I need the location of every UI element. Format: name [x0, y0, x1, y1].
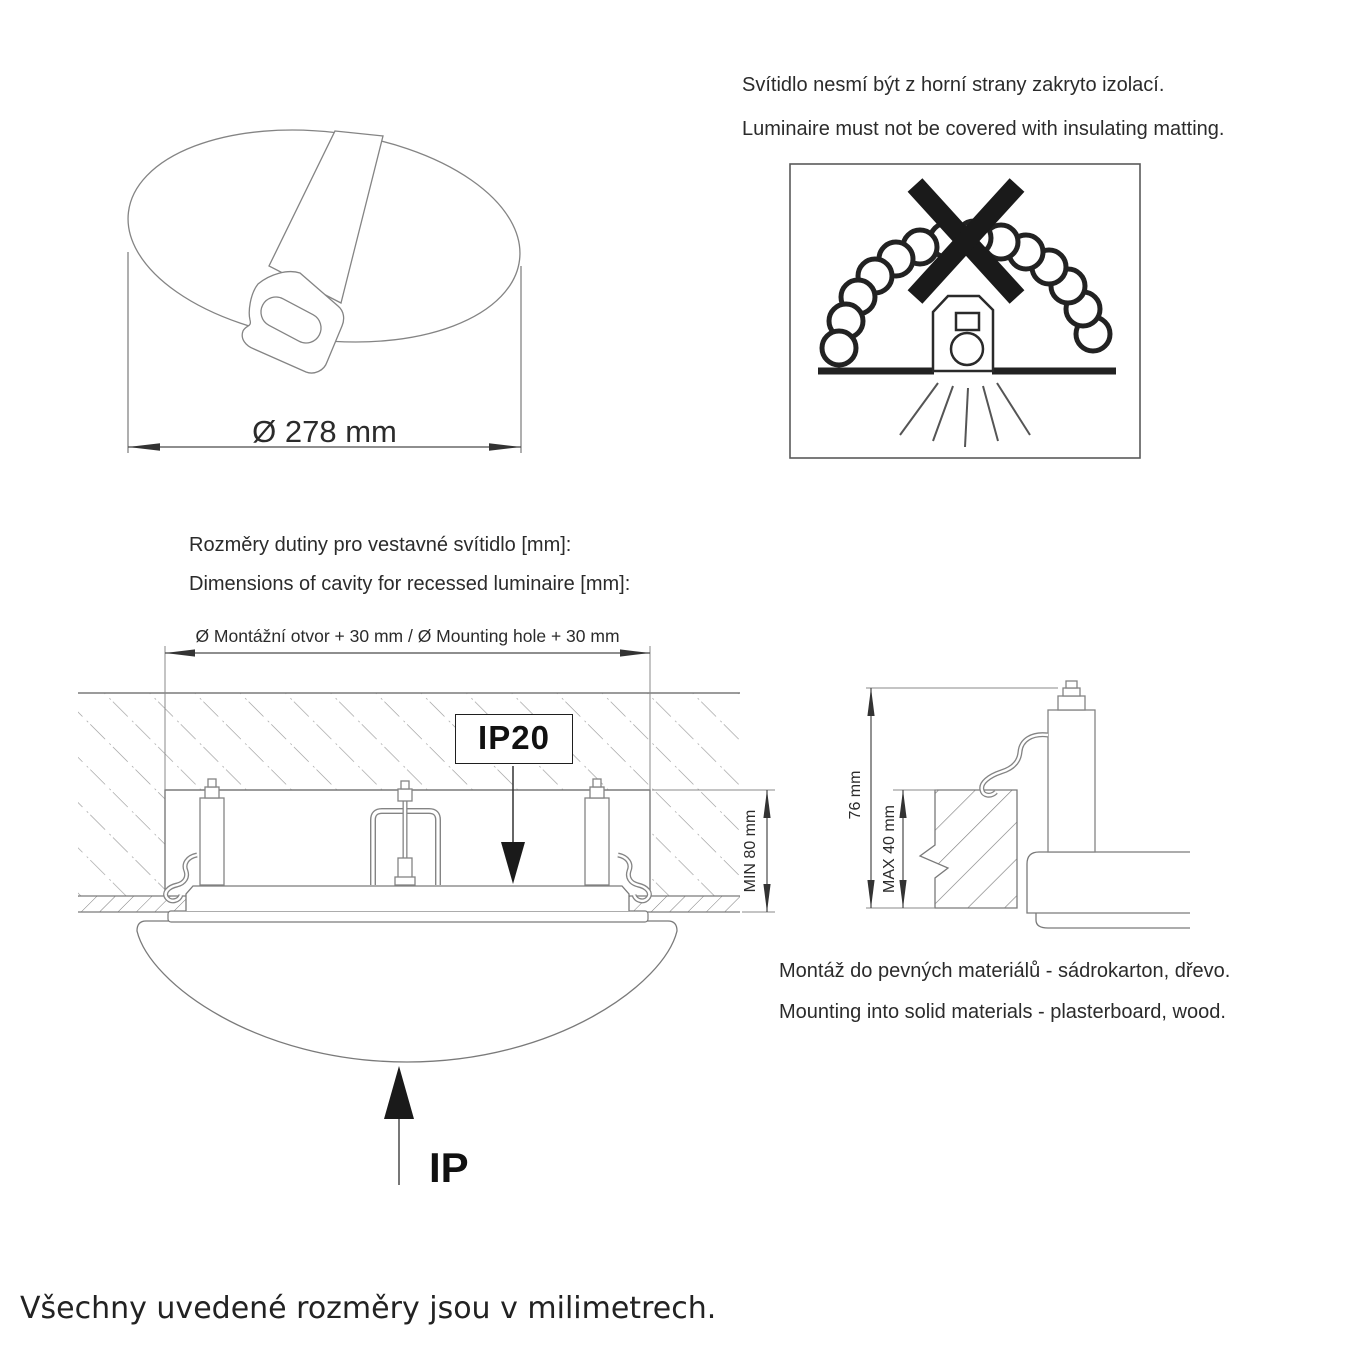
insulation-warning-icon — [790, 164, 1140, 458]
mounting-hole-dimension — [165, 649, 650, 656]
ip-arrow-label: IP — [429, 1144, 469, 1191]
luminaire-tray — [186, 886, 629, 911]
ip-rating-badge: IP20 — [455, 714, 573, 764]
footer-note: Všechny uvedené rozměry jsou v milimetrech. — [20, 1291, 717, 1326]
lamp-holder-icon — [956, 313, 979, 330]
cavity-heading-en: Dimensions of cavity for recessed luminaire [mm]: — [189, 573, 631, 595]
spring-clip-detail — [982, 735, 1048, 796]
trim-ring-edge — [1036, 913, 1190, 928]
mounting-text-en: Mounting into solid materials - plasterboard, wood. — [779, 1001, 1226, 1023]
max-board-label: MAX 40 mm — [881, 804, 898, 894]
insulation-warning-text-en: Luminaire must not be covered with insulating matting. — [742, 118, 1225, 140]
min-depth-label: MIN 80 mm — [742, 809, 759, 893]
trim-ring — [168, 911, 648, 922]
bulb-icon — [951, 333, 983, 365]
cavity-cross-section — [78, 646, 775, 1185]
mounting-hole-dim-label: Ø Montážní otvor + 30 mm / Ø Mounting hole + 30 mm — [195, 626, 620, 646]
ip-arrow — [384, 1066, 414, 1185]
insulation-warning-text-cs: Svítidlo nesmí být z horní strany zakryto izolací. — [742, 74, 1165, 96]
dome-diffuser — [137, 921, 677, 1062]
cavity-heading-cs: Rozměry dutiny pro vestavné svítidlo [mm]: — [189, 534, 572, 556]
terminal-post-detail — [1048, 681, 1095, 852]
light-rays — [900, 383, 1030, 447]
hole-cut-drawing — [116, 109, 532, 453]
total-height-label: 76 mm — [847, 770, 864, 820]
hole-diameter-label: Ø 278 mm — [252, 414, 397, 449]
board-section — [920, 790, 1017, 908]
mounting-text-cs: Montáž do pevných materiálů - sádrokarton, dřevo. — [779, 960, 1231, 982]
side-mount-detail — [866, 681, 1190, 928]
luminaire-base-edge — [1027, 852, 1190, 913]
mounting-bracket — [373, 781, 438, 885]
